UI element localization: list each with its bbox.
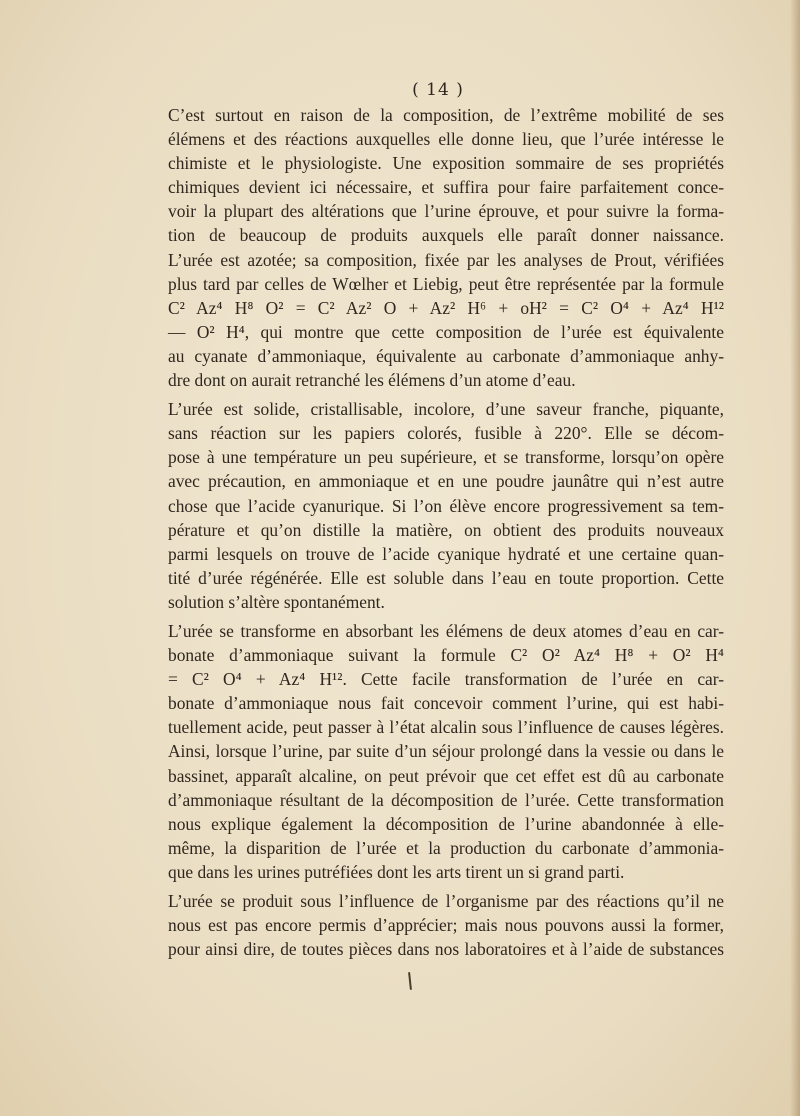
text-line: sans réaction sur les papiers colorés, fusible à 220°. Elle se décom-: [168, 423, 724, 444]
text-line: chimiste et le physiologiste. Une exposition sommaire de ses propriétés: [168, 153, 724, 174]
text-line: tion de beaucoup de produits auxquels elle paraît donner naissance.: [168, 225, 724, 246]
text-line: Ainsi, lorsque l’urine, par suite d’un séjour prolongé dans la vessie ou dans le: [168, 741, 724, 762]
text-line: bassinet, apparaît alcaline, on peut prévoir que cet effet est dû au carbonate: [168, 765, 724, 786]
text-line: L’urée est solide, cristallisable, incolore, d’une saveur franche, piquante,: [168, 399, 724, 420]
text-line: voir la plupart des altérations que l’urine éprouve, et pour suivre la forma-: [168, 201, 724, 222]
text-line: pour ainsi dire, de toutes pièces dans nos laboratoires et à l’aide de substances: [168, 939, 724, 960]
text-line: avec précaution, en ammoniaque et en une poudre jaunâtre qui n’est autre: [168, 471, 724, 492]
text-line: dre dont on aurait retranché les élémens d’un atome d’eau.: [168, 370, 576, 391]
formula-line: C² Az⁴ H⁸ O² = C² Az² O + Az² H⁶ + oH² = C² O⁴ + Az⁴ H¹²: [168, 297, 724, 318]
page-number: ( 14 ): [412, 80, 464, 100]
text-line: C’est surtout en raison de la composition, de l’extrême mobilité de ses: [168, 105, 724, 125]
text-line: pérature et qu’on distille la matière, on obtient des produits nouveaux: [168, 519, 724, 540]
text-line: tité d’urée régénérée. Elle est soluble dans l’eau en toute proportion. Cette: [168, 567, 724, 588]
formula-line: = C² O⁴ + Az⁴ H¹². Cette facile transformation de l’urée en car-: [168, 669, 724, 690]
body-text: [168, 103, 724, 961]
paragraph: [168, 103, 724, 392]
paragraph: [168, 889, 724, 961]
formula-line: bonate d’ammoniaque suivant la formule C² O² Az⁴ H⁸ + O² H⁴: [168, 645, 724, 666]
text-line: parmi lesquels on trouve de l’acide cyanique hydraté et une certaine quan-: [168, 543, 724, 564]
text-line: chimiques devient ici nécessaire, et suffira pour faire parfaitement conce-: [168, 177, 724, 198]
text-line: nous explique également la décomposition de l’urine abandonnée à elle-: [168, 813, 724, 834]
paragraph: [168, 619, 724, 884]
text-line: tuellement acide, peut passer à l’état alcalin sous l’influence de causes légères.: [168, 717, 724, 738]
text-line: même, la disparition de l’urée et la production du carbonate d’ammonia-: [168, 837, 724, 858]
text-line: L’urée est azotée; sa composition, fixée par les analyses de Prout, vérifiées: [168, 249, 724, 270]
text-line: au cyanate d’ammoniaque, équivalente au carbonate d’ammoniaque anhy-: [168, 345, 724, 366]
text-line: bonate d’ammoniaque nous fait concevoir comment l’urine, qui est habi-: [168, 693, 724, 714]
text-line: — O² H⁴, qui montre que cette composition de l’urée est équivalente: [168, 321, 724, 342]
page-edge-shadow: [790, 0, 800, 1116]
text-line: nous est pas encore permis d’apprécier; mais nous pouvons aussi la former,: [168, 915, 724, 936]
text-line: L’urée se transforme en absorbant les élémens de deux atomes d’eau en car-: [168, 620, 724, 641]
text-line: que dans les urines putréfiées dont les arts tirent un si grand parti.: [168, 861, 625, 882]
text-line: L’urée se produit sous l’influence de l’organisme par des réactions qu’il ne: [168, 891, 724, 911]
text-line: d’ammoniaque résultant de la décomposition de l’urée. Cette transformation: [168, 789, 724, 810]
text-line: chose que l’acide cyanurique. Si l’on élève encore progressivement sa tem-: [168, 495, 724, 516]
text-line: plus tard par celles de Wœlher et Liebig, peut être représentée par la formule: [168, 273, 724, 294]
text-line: pose à une température un peu supérieure, et se transforme, lorsqu’on opère: [168, 447, 724, 468]
ink-mark: [408, 972, 412, 990]
paragraph: [168, 397, 724, 614]
text-line: élémens et des réactions auxquelles elle donne lieu, que l’urée intéresse le: [168, 129, 724, 150]
text-line: solution s’altère spontanément.: [168, 591, 385, 612]
